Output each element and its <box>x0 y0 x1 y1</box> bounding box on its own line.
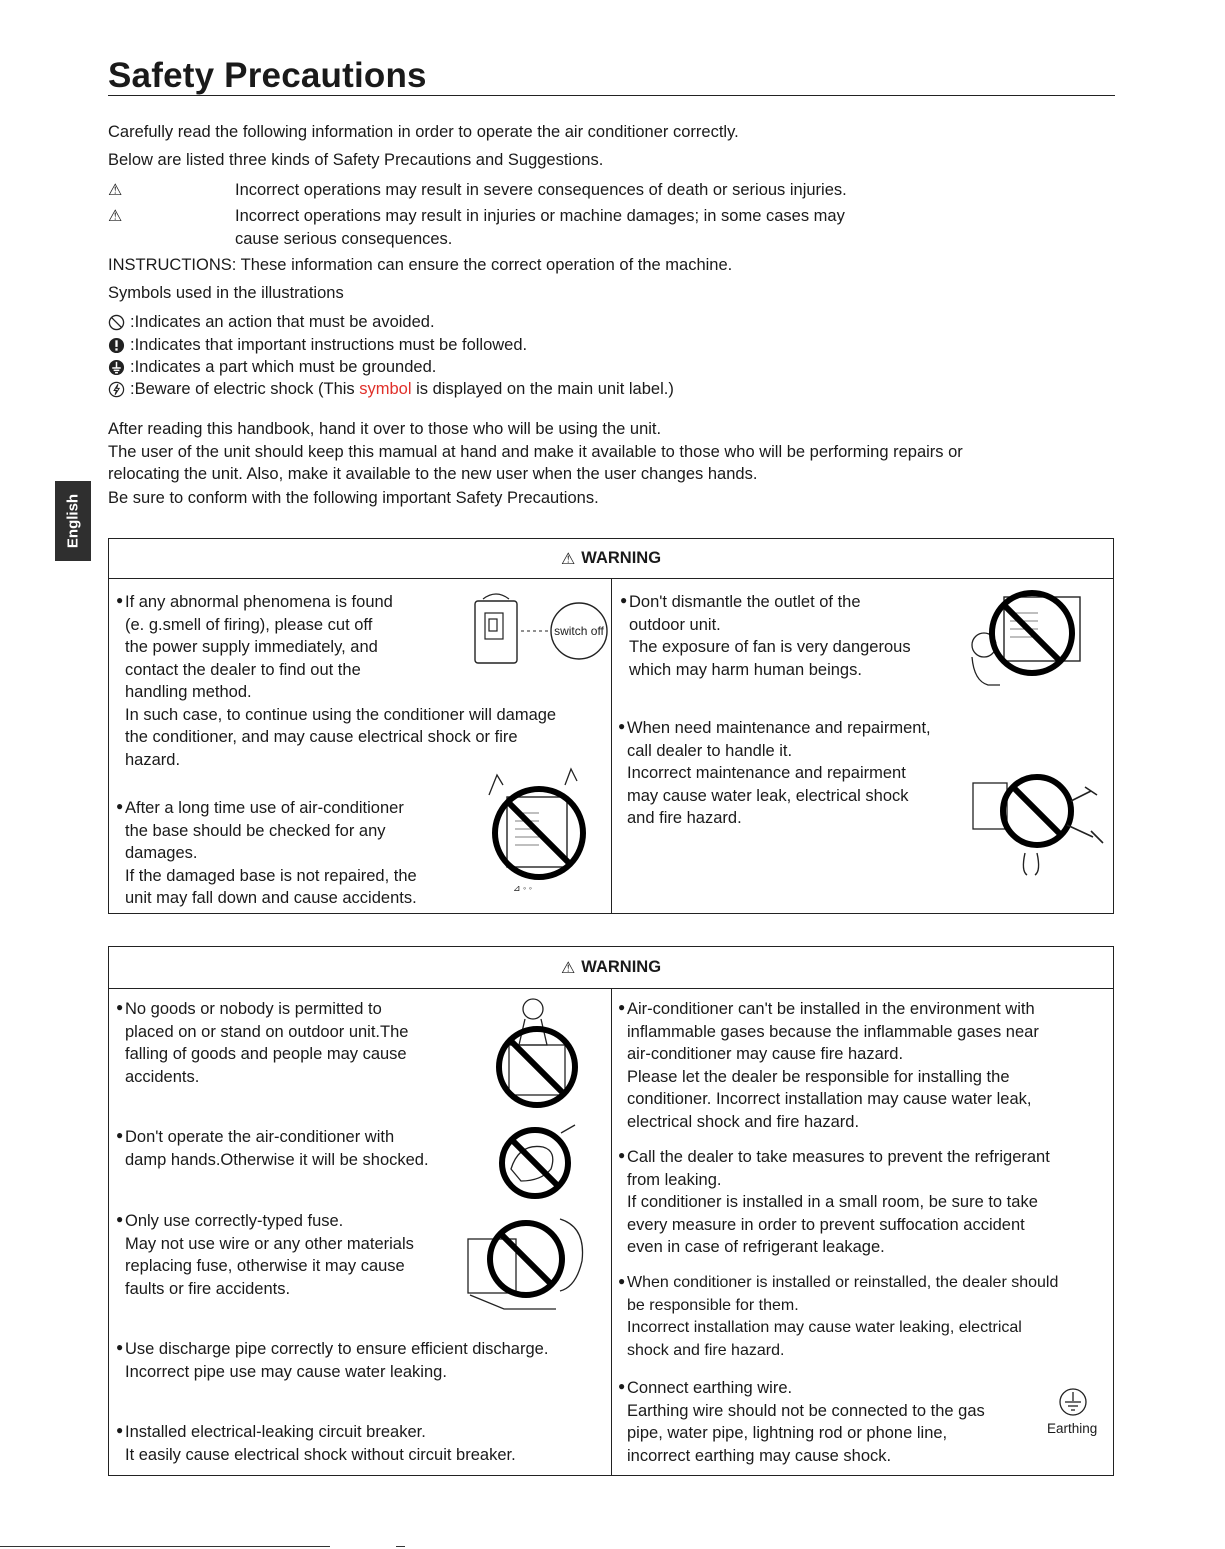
item-line: (e. g.smell of firing), please cut off <box>125 615 373 634</box>
item-line: Incorrect maintenance and repairment <box>627 764 906 782</box>
earthing-label: Earthing <box>1047 1421 1098 1436</box>
item-line: call dealer to handle it. <box>627 741 793 760</box>
item-line: After a long time use of air-conditioner <box>125 799 404 817</box>
box1-right-item-1 <box>620 591 911 681</box>
caution-level-text: Incorrect operations may result in injuries or machine damages; in some cases may <box>235 207 845 225</box>
symbol-follow-text: :Indicates that important instructions must be followed. <box>130 336 528 354</box>
item-line: which may harm human beings. <box>629 660 862 679</box>
box2-left-item-4 <box>116 1338 549 1383</box>
bullet: ● <box>116 1423 124 1437</box>
box2-left-item-3 <box>116 1210 414 1300</box>
item-line: Only use correctly-typed fuse. <box>125 1212 344 1230</box>
instructions-line: INSTRUCTIONS: These information can ensure the correct operation of the machine. <box>108 256 733 274</box>
symbol-shock-text <box>130 380 674 399</box>
bullet: ● <box>116 593 124 607</box>
warning-heading: WARNING <box>581 549 662 567</box>
item-line: and fire hazard. <box>627 809 742 827</box>
bullet: ● <box>618 719 626 733</box>
symbol-word-red: symbol <box>359 380 412 398</box>
symbol-shock-text-a: :Beware of electric shock (This <box>130 380 360 398</box>
item-line: damp hands.Otherwise it will be shocked. <box>125 1150 429 1169</box>
caution-triangle-icon: ⚠ <box>108 208 123 225</box>
item-line: When conditioner is installed or reinstalled, the dealer should <box>627 1274 1059 1291</box>
item-line: Use discharge pipe correctly to ensure efficient discharge. <box>125 1340 549 1358</box>
bullet: ● <box>116 1128 124 1142</box>
box2-right-item-4 <box>618 1377 985 1467</box>
earthing-icon <box>1058 1387 1088 1417</box>
box2-left-item-2 <box>116 1126 429 1171</box>
item-line: be responsible for them. <box>627 1296 799 1314</box>
box2-left-item-1 <box>116 998 409 1088</box>
item-line: The exposure of fan is very dangerous <box>629 638 911 656</box>
bullet: ● <box>618 1379 626 1393</box>
item-line: Call the dealer to take measures to prevent the refrigerant <box>627 1148 1050 1166</box>
footer-mark <box>396 1546 405 1547</box>
item-line: accidents. <box>125 1067 200 1086</box>
item-line: placed on or stand on outdoor unit.The <box>125 1022 409 1041</box>
symbol-avoid-text: :Indicates an action that must be avoided. <box>130 313 435 331</box>
item-line: the power supply immediately, and <box>125 638 378 656</box>
item-line: unit may fall down and cause accidents. <box>125 889 417 907</box>
title-underline <box>108 95 1115 96</box>
after-line-2: The user of the unit should keep this mamual at hand and make it available to those who will be performing repairs or <box>108 443 963 461</box>
item-line: May not use wire or any other materials <box>125 1234 414 1253</box>
caution-level-row <box>108 205 1108 229</box>
caution-level-text-cont: cause serious consequences. <box>235 230 453 248</box>
item-line: hazard. <box>125 750 181 769</box>
item-line: incorrect earthing may cause shock. <box>627 1446 892 1465</box>
column-divider <box>611 989 612 1475</box>
item-line: No goods or nobody is permitted to <box>125 1000 382 1018</box>
bullet: ● <box>116 1000 124 1014</box>
bullet: ● <box>618 1274 626 1288</box>
ground-icon <box>108 359 125 376</box>
item-line: air-conditioner may cause fire hazard. <box>627 1045 904 1063</box>
item-line: In such case, to continue using the conditioner will damage <box>125 705 557 724</box>
item-line: Earthing wire should not be connected to the gas <box>627 1401 985 1420</box>
item-line: shock and fire hazard. <box>627 1341 785 1359</box>
item-line: every measure in order to prevent suffocation accident <box>627 1215 1025 1234</box>
item-line: Incorrect installation may cause water leaking, electrical <box>627 1319 1022 1336</box>
prohibited-icon <box>108 314 125 331</box>
warning-box-1-header <box>109 539 1113 579</box>
item-line: the conditioner, and may cause electrical shock or fire <box>125 728 518 746</box>
item-line: Don't dismantle the outlet of the <box>629 593 861 611</box>
after-line-4: Be sure to conform with the following important Safety Precautions. <box>108 489 599 507</box>
intro-line-1: Carefully read the following information in order to operate the air conditioner correctly. <box>108 123 739 141</box>
bullet: ● <box>116 1212 124 1226</box>
item-line: electrical shock and fire hazard. <box>627 1112 860 1131</box>
item-line: pipe, water pipe, lightning rod or phone line, <box>627 1424 948 1442</box>
item-line: falling of goods and people may cause <box>125 1045 407 1063</box>
item-line: even in case of refrigerant leakage. <box>627 1238 885 1256</box>
after-line-3: relocating the unit. Also, make it available to the new user when the user changes hands. <box>108 465 758 483</box>
warning-level-row <box>108 179 1108 203</box>
warning-box-1 <box>108 538 1114 914</box>
fuse-prohibited-illustration <box>464 1211 592 1323</box>
item-line: Air-conditioner can't be installed in the environment with <box>627 1000 1035 1018</box>
item-line: may cause water leak, electrical shock <box>627 786 909 805</box>
item-line: Installed electrical-leaking circuit breaker. <box>125 1423 426 1441</box>
item-line: conditioner. Incorrect installation may cause water leak, <box>627 1090 1032 1108</box>
item-line: from leaking. <box>627 1170 722 1189</box>
electric-shock-icon <box>108 381 125 398</box>
item-line: Incorrect pipe use may cause water leaking. <box>125 1362 447 1381</box>
symbol-ground-row <box>108 358 436 377</box>
item-line: It easily cause electrical shock without circuit breaker. <box>125 1445 516 1464</box>
symbol-ground-text: :Indicates a part which must be grounded. <box>130 358 437 376</box>
bullet: ● <box>116 1340 124 1354</box>
item-line: contact the dealer to find out the <box>125 660 361 679</box>
switch-off-illustration <box>471 591 611 671</box>
box2-right-item-1 <box>618 998 1039 1133</box>
mandatory-icon <box>108 337 125 354</box>
tools-prohibited-illustration <box>967 761 1109 881</box>
item-line: damages. <box>125 844 198 862</box>
item-line: outdoor unit. <box>629 615 721 634</box>
after-line-1: After reading this handbook, hand it over to those who will be using the unit. <box>108 420 662 438</box>
item-line: the base should be checked for any <box>125 821 386 840</box>
switch-off-label: switch off <box>554 624 604 638</box>
bullet: ● <box>116 799 124 813</box>
damp-hands-prohibited-illustration <box>491 1123 581 1201</box>
language-tab-label: English <box>64 493 82 549</box>
bullet: ● <box>620 593 628 607</box>
bullet: ● <box>618 1148 626 1162</box>
item-line: Don't operate the air-conditioner with <box>125 1128 395 1146</box>
item-line: inflammable gases because the inflammable gases near <box>627 1022 1039 1041</box>
column-divider <box>611 579 612 913</box>
symbol-follow-row <box>108 336 527 355</box>
item-line: faults or fire accidents. <box>125 1279 291 1298</box>
intro-line-2: Below are listed three kinds of Safety Precautions and Suggestions. <box>108 151 604 169</box>
bullet: ● <box>618 1000 626 1014</box>
box2-left-item-5 <box>116 1421 516 1466</box>
item-line: replacing fuse, otherwise it may cause <box>125 1257 405 1275</box>
standing-on-unit-prohibited-illustration <box>489 995 589 1111</box>
warning-box-2-header <box>109 947 1113 989</box>
item-line: When need maintenance and repairment, <box>627 719 931 737</box>
symbols-heading: Symbols used in the illustrations <box>108 284 344 302</box>
item-line: Please let the dealer be responsible for installing the <box>627 1067 1010 1086</box>
item-line: handling method. <box>125 683 252 701</box>
box1-left-item-2 <box>116 797 417 910</box>
damaged-base-prohibited-illustration <box>479 765 599 901</box>
language-tab <box>55 481 91 561</box>
warning-triangle-icon: ⚠ <box>108 182 123 199</box>
box2-right-item-3 <box>618 1272 1059 1362</box>
warning-triangle-icon: ⚠ <box>560 959 576 977</box>
box2-right-item-2 <box>618 1146 1050 1259</box>
box1-right-item-2 <box>618 717 931 830</box>
warning-box-2 <box>108 946 1114 1476</box>
item-line: Connect earthing wire. <box>627 1379 793 1397</box>
symbol-shock-text-b: is displayed on the main unit label.) <box>411 380 674 398</box>
footer-rule <box>0 1546 330 1547</box>
item-line: If conditioner is installed in a small room, be sure to take <box>627 1193 1038 1211</box>
warning-triangle-icon: ⚠ <box>560 550 576 568</box>
item-line: If the damaged base is not repaired, the <box>125 866 417 885</box>
symbol-avoid-row <box>108 313 435 332</box>
symbol-shock-row <box>108 380 674 399</box>
page-title: Safety Precautions <box>108 56 427 95</box>
item-line: If any abnormal phenomena is found <box>125 593 393 611</box>
warning-heading: WARNING <box>581 958 662 976</box>
warning-level-text: Incorrect operations may result in severe consequences of death or serious injuries. <box>235 181 847 199</box>
svg-text:⊿ ◦ ◦: ⊿ ◦ ◦ <box>513 883 532 893</box>
fan-outlet-prohibited-illustration <box>964 585 1092 697</box>
